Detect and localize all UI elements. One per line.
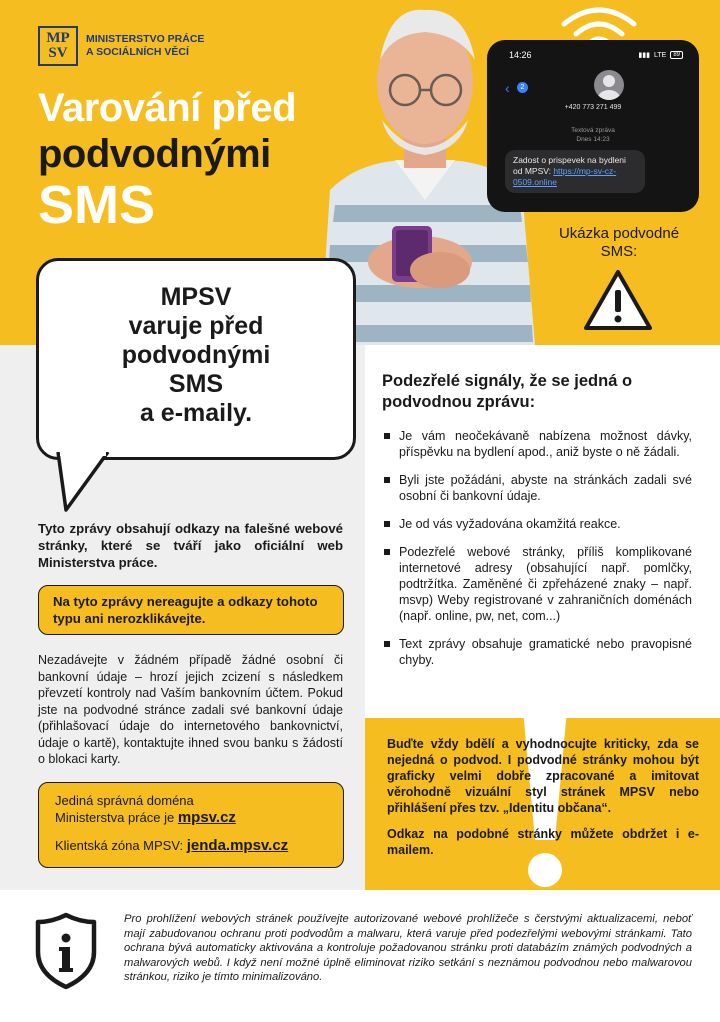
phone-time: 14:26 [509,50,532,60]
do-not-click-callout: Na tyto zprávy nereagujte a odkazy tohoto typu ani nerozklikávejte. [38,585,344,635]
signal-icon: ▮▮▮ [638,52,650,59]
sms-link[interactable]: https://mp-sv-cz-0509.online [513,166,617,187]
message-time: Dnes 14:23 [576,136,610,143]
speech-line-5: a e-maily. [139,399,253,427]
domain-line-1: Jediná správná doména [55,793,194,808]
signal-item: Byli jste požádáni, abyste na stránkách zadali své osobní či bankovní údaje. [382,472,692,504]
speech-line-2: varuje před [128,312,264,340]
body-text: Nezadávejte v žádném případě žádné osobní či bankovní údaje – hrozí jejich zcizení s následkem převzetí kontroly nad Vaším bankovním účtem. Pokud jste na podvodné stránce zadali své bankovní údaje (přihlašovací údaje do internetového bankovnictví, údaje o kartě), kontaktujte ihned svou banku s žádostí o blokaci karty. [38,653,343,766]
signal-item: Je vám neočekávaně nabízena možnost dávky, příspěvku na bydlení apod., aniž byste o ně žádali. [382,428,692,460]
footer [0,890,720,1022]
speech-line-4: SMS [168,370,224,398]
sms-text: Zadost o prispevek na bydleni od MPSV: [513,155,626,176]
logo-mark-bottom: SV [48,45,68,61]
logo-mark-top: MP [46,30,70,46]
client-zone-link[interactable]: jenda.mpsv.cz [186,837,289,854]
logo-line-2: A SOCIÁLNÍCH VĚCÍ [86,46,189,58]
signal-item: Text zprávy obsahuje gramatické nebo pravopisné chyby. [382,636,692,668]
message-meta [487,126,699,144]
alert-text [387,736,699,858]
info-shield-icon [34,912,98,990]
speech-bubble [36,258,356,460]
logo-line-1: MINISTERSTVO PRÁCE [86,33,205,45]
speech-line-3: podvodnými [121,341,271,369]
signals-list [382,428,692,680]
warning-triangle-icon [582,268,654,332]
signal-item: Podezřelé webové stránky, příliš komplikované internetové adresy (obsahující např. pomlčky, podtržítka. Zaměněné či zpřeházené znaky – např. msvp) Weby registrované v zahraničních doménách (např. online, pw, net, com...) [382,544,692,624]
logo-mark [38,26,78,66]
speech-line-1: MPSV [160,283,232,311]
sender-number: +420 773 271 499 [564,104,622,111]
intro-text: Tyto zprávy obsahují odkazy na falešné webové stránky, které se tváří jako oficiální web Ministerstva práce. [38,521,343,570]
phone-status-bar [487,40,699,60]
phone-screenshot [487,40,699,212]
mpsv-logo[interactable] [38,26,204,66]
official-domain-link[interactable]: mpsv.cz [177,809,236,826]
signals-heading: Podezřelé signály, že se jedná o podvodnou zprávu: [382,372,633,411]
alert-box [365,718,720,890]
message-type: Textová zpráva [571,127,615,134]
footer-text: Pro prohlížení webových stránek používejte autorizované webové prohlížeče s čerstvými aktualizacemi, neboť mají zabudovanou ochranu proti podvodům a malwaru, která varuje před podezřelými webovými stránkami. Tato ochrana bývá automaticky aktivována a kontroluje požadovanou stránku proti databázím známých podvodných a malwarových webů. I když není možné úplně eliminovat riziko setkání s neznámou podvodnou nebo malwarovou stránkou, riziko je tímto minimalizováno. [124,913,692,983]
signal-item: Je od vás vyžadována okamžitá reakce. [382,516,692,532]
speech-bubble-tail [56,452,116,514]
title-line-3: SMS [38,175,156,235]
back-chevron-icon[interactable]: ‹ [505,80,510,96]
title-line-2: podvodnými [38,132,271,176]
alert-paragraph-2: Odkaz na podobné stránky můžete obdržet i e-mailem. [387,827,699,857]
unread-count-badge: 2 [517,82,528,93]
client-zone-prefix: Klientská zóna MPSV: [55,838,187,853]
battery-icon: 89 [670,51,683,59]
official-domain-box [38,782,344,868]
logo-text [86,33,204,59]
contact-avatar-icon [594,70,624,100]
title-line-1: Varování před [38,86,297,130]
domain-prefix: Ministerstva práce je [55,810,178,825]
sms-bubble [505,150,645,193]
page-title [38,86,297,235]
alert-paragraph-1: Buďte vždy bdělí a vyhodnocujte kriticky, zda se nejedná o podvod. I podvodné stránky mohou být graficky velmi dobře zpracované a imitovat věrohodně vizuální styl stránek MPSV nebo přihlášení přes tzv. „Identitu občana“. [387,737,699,815]
sample-sms-label: Ukázka podvodné SMS: [558,225,680,260]
network-label: LTE [653,51,667,59]
